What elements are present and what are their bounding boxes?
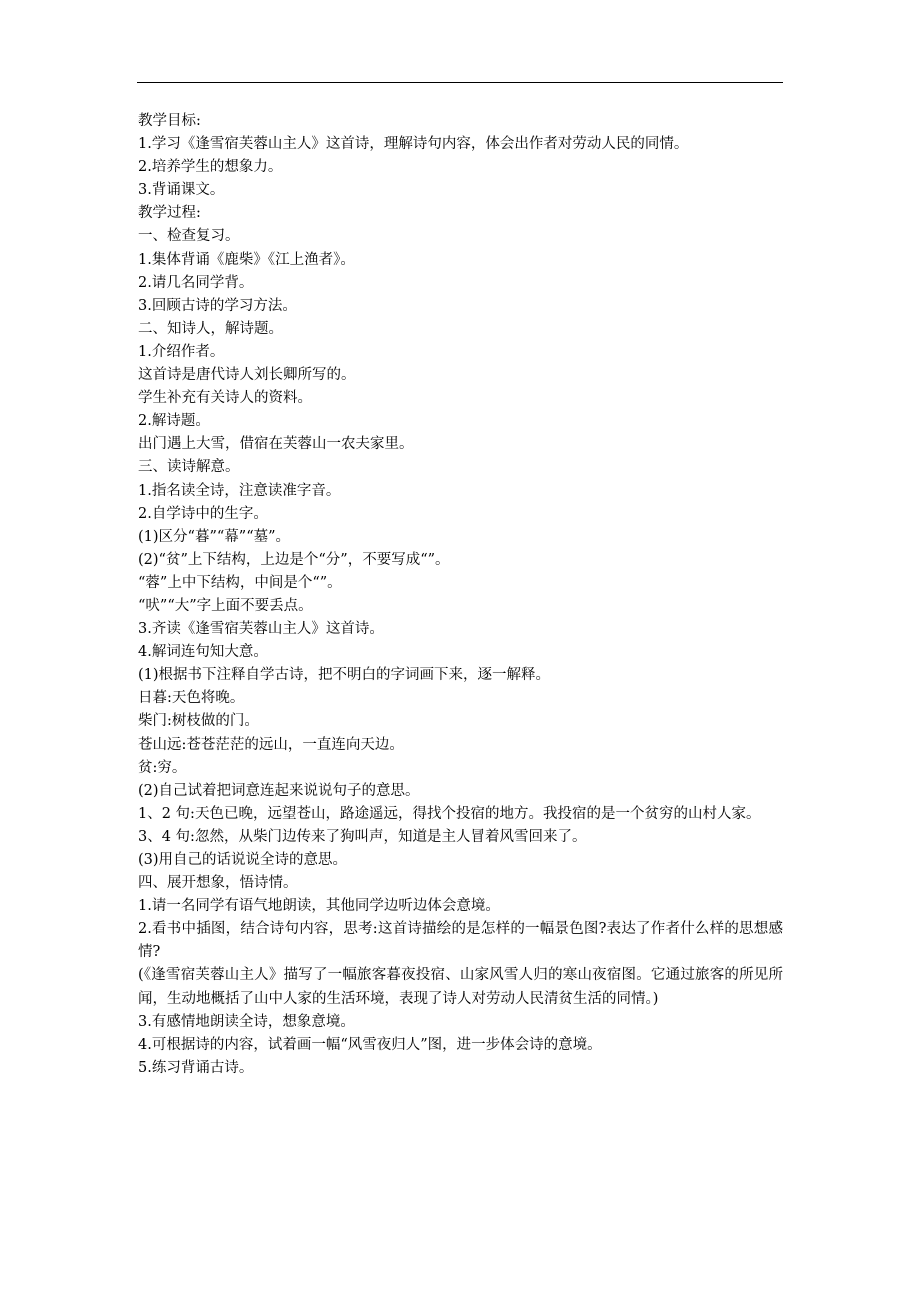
text-line: 这首诗是唐代诗人刘长卿所写的。: [138, 367, 356, 384]
text-paragraph: 1、2 句:天色已晚，远望苍山，路途遥远，得找个投宿的地方。我投宿的是一个贫穷的山村人家。: [138, 805, 761, 822]
text-line: 2.请几名同学背。: [138, 274, 254, 291]
text-line: (1)区分“暮”“幕”“墓”。: [138, 528, 291, 545]
lesson-plan-body: [138, 110, 786, 1080]
text-line: 4.解词连句知大意。: [138, 644, 268, 661]
text-line: 3、4 句:忽然，从柴门边传来了狗叫声，知道是主人冒着风雪回来了。: [138, 828, 587, 845]
text-line: 三、读诗解意。: [138, 459, 240, 476]
text-line: 3.回顾古诗的学习方法。: [138, 297, 297, 314]
text-line: 一、检查复习。: [138, 228, 240, 245]
text-line: 3.有感情地朗读全诗，想象意境。: [138, 1013, 355, 1030]
text-line: (2)“贫”上下结构，上边是个“分”，不要写成“”。: [138, 551, 450, 568]
text-line: 苍山远:苍苍茫茫的远山，一直连向天边。: [138, 736, 404, 753]
text-line: 2.解诗题。: [138, 413, 210, 430]
text-line: 1.介绍作者。: [138, 343, 225, 360]
text-line: 贫:穷。: [138, 759, 187, 776]
text-line: “蓉”上中下结构，中间是个“”。: [138, 574, 342, 591]
text-line: 1.指名读全诗，注意读准字音。: [138, 482, 341, 499]
text-line: 3.背诵课文。: [138, 182, 225, 199]
text-line: (3)用自己的话说说全诗的意思。: [138, 852, 348, 868]
text-line: 出门遇上大雪，借宿在芙蓉山一农夫家里。: [138, 436, 414, 453]
text-line: 2.培养学生的想象力。: [138, 159, 283, 176]
text-line: (1)根据书下注释自学古诗，把不明白的字词画下来，逐一解释。: [138, 667, 551, 684]
text-line: 日暮:天色将晚。: [138, 690, 245, 707]
text-line: (2)自己试着把词意连起来说说句子的意思。: [138, 782, 420, 799]
text-line: 教学过程:: [138, 205, 201, 222]
text-line: 1.请一名同学有语气地朗读，其他同学边听边体会意境。: [138, 898, 500, 915]
text-line: 1.集体背诵《鹿柴》《江上渔者》。: [138, 251, 355, 268]
text-line: 3.齐读《逢雪宿芙蓉山主人》这首诗。: [138, 621, 384, 638]
text-line: 5.练习背诵古诗。: [138, 1059, 254, 1076]
text-line: 柴门:树枝做的门。: [138, 713, 259, 730]
text-line: 学生补充有关诗人的资料。: [138, 390, 312, 407]
text-line: “吠”“大”字上面不要丢点。: [138, 597, 313, 614]
text-line: 教学目标:: [138, 113, 201, 129]
text-line: 二、知诗人，解诗题。: [138, 320, 283, 337]
text-line: 4.可根据诗的内容，试着画一幅“风雪夜归人”图，进一步体会诗的意境。: [138, 1036, 602, 1053]
text-paragraph: (《逢雪宿芙蓉山主人》描写了一幅旅客暮夜投宿、山家风雪人归的寒山夜宿图。它通过旅客的所见所闻，生动地概括了山中人家的生活环境，表现了诗人对劳动人民清贫生活的同情。): [138, 967, 783, 1007]
text-line: 四、展开想象，悟诗情。: [138, 875, 298, 892]
header-rule: [137, 82, 783, 83]
text-line: 1.学习《逢雪宿芙蓉山主人》这首诗，理解诗句内容，体会出作者对劳动人民的同情。: [138, 136, 689, 153]
text-paragraph: 2.看书中插图，结合诗句内容，思考:这首诗描绘的是怎样的一幅景色图?表达了作者什么样的思想感情?: [138, 921, 783, 961]
text-line: 2.自学诗中的生字。: [138, 505, 268, 522]
